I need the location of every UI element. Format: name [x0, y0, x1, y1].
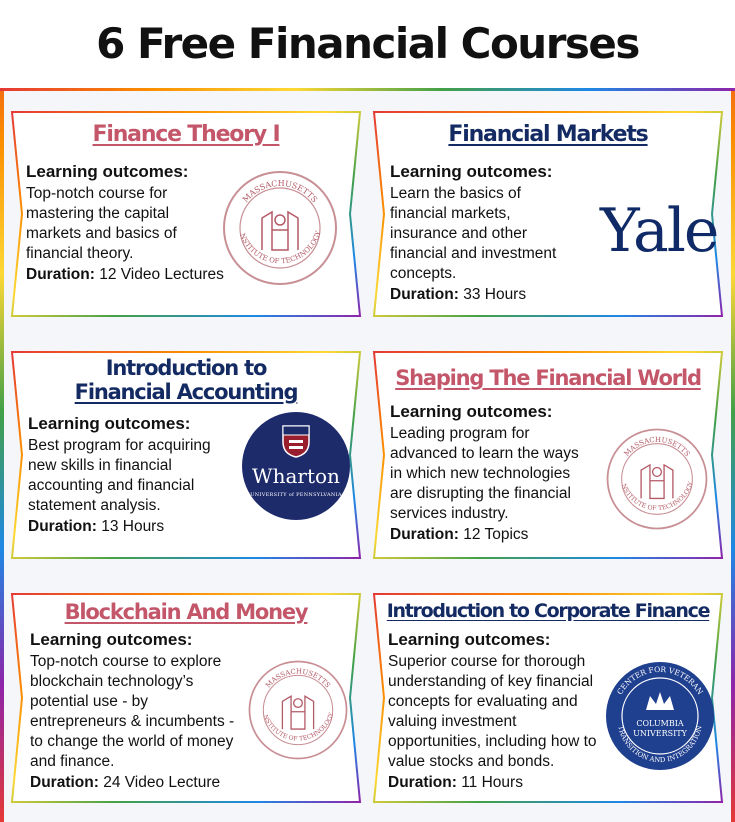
course-card-financial-accounting	[10, 350, 362, 558]
course-title[interactable]: Shaping The Financial World	[395, 366, 701, 390]
learning-outcomes-label: Learning outcomes:	[26, 162, 189, 181]
wharton-wordmark: Wharton	[252, 464, 340, 488]
learning-outcomes-label: Learning outcomes:	[390, 162, 553, 181]
svg-text:MASSACHUSETTS: MASSACHUSETTS	[621, 434, 693, 459]
right-rainbow-border	[731, 0, 735, 822]
duration-value: 24 Video Lecture	[103, 774, 221, 791]
course-title[interactable]: Financial Markets	[448, 122, 648, 147]
course-title[interactable]: Blockchain And Money	[64, 600, 308, 624]
duration-value: 12 Topics	[463, 526, 529, 543]
svg-text:INSTITUTE OF TECHNOLOGY: NSTITUTE OF TECHNOLOGY	[238, 229, 323, 266]
learning-outcomes-label: Learning outcomes:	[28, 414, 191, 433]
mit-seal-icon	[220, 168, 340, 288]
svg-text:UNIVERSITY: UNIVERSITY	[633, 729, 687, 738]
header	[0, 0, 735, 88]
mit-seal-icon	[604, 426, 710, 532]
svg-text:INSTITUTE OF TECHNOLOGY: NSTITUTE OF TECHNOLOGY	[619, 480, 695, 513]
duration-label: Duration:	[26, 266, 95, 283]
svg-text:MASSACHUSETTS: MASSACHUSETTS	[240, 178, 320, 205]
wharton-subtext: UNIVERSITY of PENNSYLVANIA	[250, 492, 342, 498]
course-card-corporate-finance	[372, 592, 724, 800]
columbia-seal-icon	[604, 660, 716, 772]
course-description: Top-notch course to explore blockchain technology’s potential use - by entrepreneurs & incumbents - to change the world of money and finance.	[30, 653, 235, 770]
left-rainbow-border	[0, 0, 4, 822]
svg-text:MASSACHUSETTS: MASSACHUSETTS	[264, 667, 332, 690]
duration-value: 11 Hours	[461, 774, 523, 791]
duration-value: 13 Hours	[101, 518, 165, 535]
course-description: Best program for acquiring new skills in financial accounting and financial statement analysis.	[28, 437, 211, 514]
course-title[interactable]: Finance Theory I	[92, 122, 280, 147]
course-title-line-2[interactable]: Financial Accounting	[74, 380, 298, 404]
course-card-shaping-financial-world	[372, 350, 724, 558]
course-description: Top-notch course for mastering the capital markets and basics of financial theory.	[26, 185, 177, 262]
learning-outcomes-label: Learning outcomes:	[390, 402, 553, 421]
course-description: Superior course for thorough understanding of key financial concepts for evaluating and valuing investment opportunities, including how to value stocks and bonds.	[388, 653, 597, 770]
course-card-blockchain-money	[10, 592, 362, 800]
course-card-financial-markets	[372, 110, 724, 318]
duration-label: Duration:	[28, 518, 97, 535]
learning-outcomes-label: Learning outcomes:	[388, 630, 551, 649]
duration-label: Duration:	[30, 774, 99, 791]
duration-value: 33 Hours	[463, 286, 527, 303]
mit-seal-icon	[246, 658, 350, 762]
wharton-logo	[242, 412, 350, 520]
course-description: Leading program for advanced to learn the ways in which new technologies are disrupting the financial services industry.	[390, 425, 579, 522]
svg-text:COLUMBIA: COLUMBIA	[636, 719, 684, 728]
duration-value: 12 Video Lectures	[99, 266, 224, 283]
svg-text:CENTER FOR VETERAN: CENTER FOR VETERAN	[615, 664, 705, 697]
yale-logo: Yale	[600, 196, 718, 266]
header-divider	[0, 88, 735, 91]
course-title-line-1[interactable]: Introduction to	[105, 356, 267, 380]
duration-label: Duration:	[390, 286, 459, 303]
learning-outcomes-label: Learning outcomes:	[30, 630, 193, 649]
course-card-finance-theory	[10, 110, 362, 318]
svg-text:INSTITUTE OF TECHNOLOGY: NSTITUTE OF TECHNOLOGY	[261, 711, 336, 743]
penn-shield-icon	[281, 424, 311, 458]
svg-text:TRANSITION AND INTEGRATION: TRANSITION AND INTEGRATION	[616, 724, 704, 765]
duration-label: Duration:	[388, 774, 457, 791]
duration-label: Duration:	[390, 526, 459, 543]
course-description: Learn the basics of financial markets, insurance and other financial and investment concepts.	[390, 185, 557, 282]
page-title: 6 Free Financial Courses	[96, 18, 639, 68]
course-title[interactable]: Introduction to Corporate Finance	[386, 600, 710, 622]
